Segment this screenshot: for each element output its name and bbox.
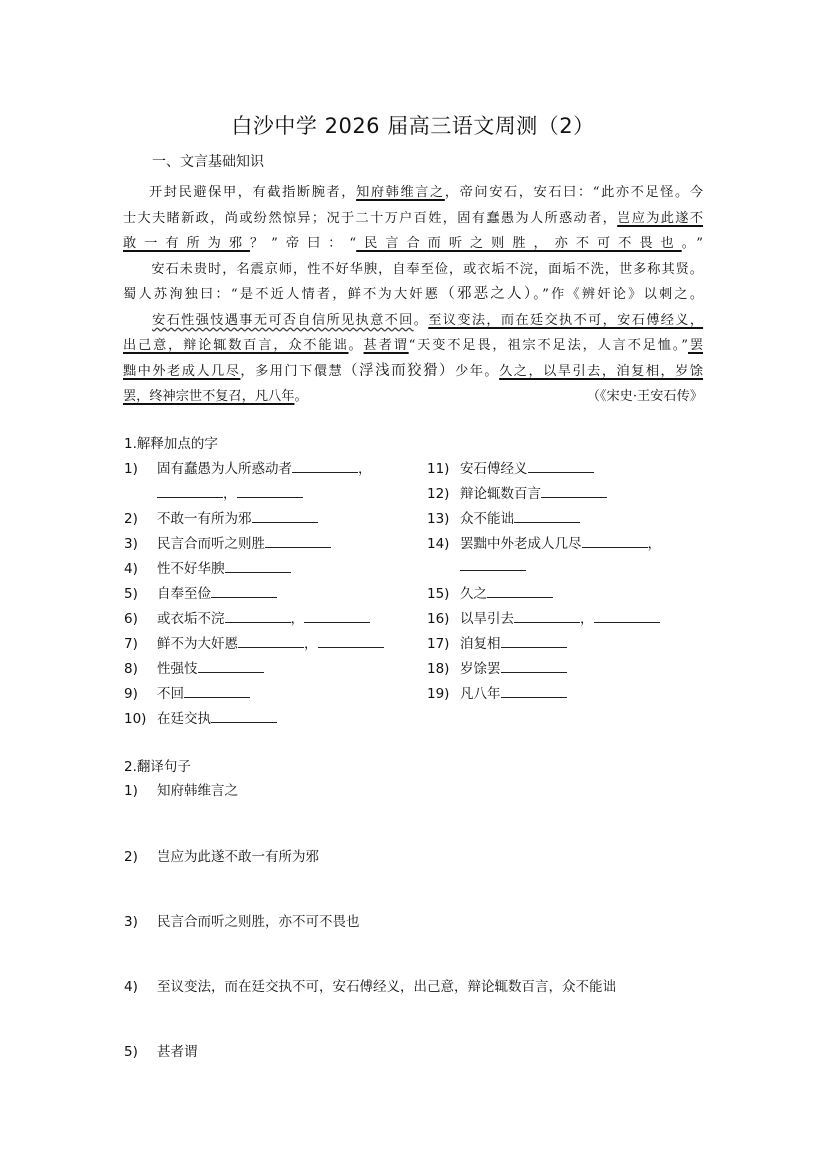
item-text: 罢黜中外老成人几尽 <box>460 536 582 552</box>
q1-item <box>427 632 567 652</box>
item-text: 民言合而听之则胜，亦不可不畏也 <box>157 914 360 930</box>
q1-item <box>427 607 660 627</box>
answer-blank[interactable] <box>237 484 303 498</box>
translation-item <box>124 910 360 930</box>
item-number: 4) <box>124 561 138 577</box>
item-number: 1) <box>124 783 138 799</box>
answer-blank[interactable] <box>238 634 304 648</box>
item-number: 10) <box>124 711 147 727</box>
passage-text: 。” <box>681 236 704 251</box>
page-title: 白沙中学 2026 届高三语文周测（2） <box>231 114 595 138</box>
answer-blank[interactable] <box>501 659 567 673</box>
underlined-phrase: 久之，以旱引去，洎复相，岁馀 <box>499 363 704 379</box>
item-text: 岂应为此遂不敢一有所为邪 <box>157 849 319 865</box>
item-text: 或衣垢不浣 <box>157 611 225 627</box>
item-text: 众不能诎 <box>460 511 514 527</box>
item-number: 2) <box>124 849 138 865</box>
q1-item <box>124 532 331 552</box>
item-text: 固有蠢愚为人所惑动者 <box>157 461 292 477</box>
item-text: 岁馀罢 <box>460 661 501 677</box>
translation-item <box>124 845 319 865</box>
underlined-phrase: 知府韩维言之 <box>356 185 445 200</box>
item-number: 3) <box>124 536 138 552</box>
answer-blank[interactable] <box>514 509 580 523</box>
answer-blank[interactable] <box>528 459 594 473</box>
item-number: 9) <box>124 686 138 702</box>
translation-item <box>124 1040 198 1060</box>
item-text: 凡八年 <box>460 686 501 702</box>
passage-text: ？”帝曰：“ <box>250 236 357 251</box>
item-number: 5) <box>124 586 138 602</box>
underlined-phrase: 出己意，辩论辄数百言，众不能诎 <box>123 338 349 353</box>
answer-blank[interactable] <box>304 609 370 623</box>
item-number: 19) <box>427 686 450 702</box>
item-number: 2) <box>124 511 138 527</box>
q1-item <box>427 582 553 602</box>
translation-item <box>124 975 616 995</box>
comma: ， <box>647 536 661 552</box>
item-number: 8) <box>124 661 138 677</box>
passage-line <box>123 206 703 232</box>
answer-blank[interactable] <box>184 684 250 698</box>
question-1-heading: 1.解释加点的字 <box>124 436 218 452</box>
passage-text <box>123 313 152 328</box>
q1-item <box>124 457 372 477</box>
gloss-note: （邪恶之人） <box>440 286 534 302</box>
item-text: 辩论辄数百言 <box>460 486 541 502</box>
passage-line <box>123 384 703 410</box>
q1-item <box>427 482 607 502</box>
item-text: 性不好华腴 <box>157 561 225 577</box>
passage-text: ，多用门下儇慧 <box>240 363 344 379</box>
q1-item-continuation <box>460 557 526 575</box>
underlined-phrase: 敢一有所为邪 <box>123 236 251 251</box>
item-number: 3) <box>124 914 138 930</box>
answer-blank[interactable] <box>318 634 384 648</box>
answer-blank[interactable] <box>225 559 291 573</box>
passage-line <box>123 180 703 206</box>
q1-item <box>124 632 384 652</box>
answer-blank[interactable] <box>501 634 567 648</box>
answer-blank[interactable] <box>198 659 264 673</box>
item-text: 民言合而听之则胜 <box>157 536 265 552</box>
passage-text: 士大夫睹新政，尚或纷然惊异；况于二十万户百姓，固有蠢愚为人所惑动者， <box>123 210 618 226</box>
q1-item <box>427 682 567 702</box>
comma: ， <box>358 461 372 477</box>
item-text: 久之 <box>460 586 487 602</box>
answer-blank[interactable] <box>292 459 358 473</box>
translation-item <box>124 779 238 799</box>
item-number: 12) <box>427 486 450 502</box>
item-number: 15) <box>427 586 450 602</box>
answer-blank[interactable] <box>487 584 553 598</box>
answer-blank[interactable] <box>265 534 331 548</box>
q1-item <box>124 582 277 602</box>
answer-blank[interactable] <box>514 609 580 623</box>
underlined-phrase: 至议变法，而在廷交执不可，安石傅经义， <box>428 312 704 328</box>
q1-item <box>427 532 661 552</box>
answer-blank[interactable] <box>225 609 291 623</box>
item-text: 安石傅经义 <box>460 461 528 477</box>
item-number: 11) <box>427 461 450 477</box>
passage-line <box>123 333 703 359</box>
item-text: 洎复相 <box>460 636 501 652</box>
passage-text: ，帝问安石，安石曰：“此亦不足怪。今 <box>444 185 704 200</box>
answer-blank[interactable] <box>582 534 648 548</box>
item-number: 5) <box>124 1044 138 1060</box>
answer-blank[interactable] <box>541 484 607 498</box>
q1-item-continuation <box>157 482 303 502</box>
q1-item <box>124 607 370 627</box>
item-text: 至议变法，而在廷交执不可，安石傅经义，出己意，辩论辄数百言，众不能诎 <box>157 979 616 995</box>
underlined-phrase: 甚者谓 <box>363 338 409 353</box>
passage-text: 安石未贵时，名震京师，性不好华腴，自奉至俭，或衣垢不浣，面垢不洗，世多称其贤。 <box>123 261 703 277</box>
comma: ， <box>290 611 304 627</box>
answer-blank[interactable] <box>211 584 277 598</box>
passage-text: 。 <box>413 312 429 328</box>
passage-text: 。”作《辨奸论》以刺之。 <box>533 287 704 302</box>
underlined-phrase: 岂应为此遂不 <box>617 210 704 226</box>
item-text: 在廷交执 <box>157 711 211 727</box>
question-2-heading: 2.翻译句子 <box>124 759 191 775</box>
item-text: 自奉至俭 <box>157 586 211 602</box>
q1-item <box>124 682 250 702</box>
answer-blank[interactable] <box>460 557 526 571</box>
passage-line <box>123 231 703 257</box>
passage-line <box>123 257 703 283</box>
q1-item <box>124 507 318 527</box>
item-text: 以旱引去 <box>460 611 514 627</box>
item-number: 16) <box>427 611 450 627</box>
passage-source: （《宋史·王安石传》 <box>586 389 703 404</box>
item-number: 18) <box>427 661 450 677</box>
item-number: 4) <box>124 979 138 995</box>
answer-blank[interactable] <box>594 609 660 623</box>
passage-text: 。 <box>294 389 308 404</box>
passage-text: 。 <box>348 338 364 353</box>
underlined-phrase: 安石性强忮遇事无可否自信所见执意不回 <box>152 312 414 328</box>
underlined-phrase: 民言合而听之则胜，亦不可不畏也 <box>356 236 682 251</box>
q1-item <box>124 657 264 677</box>
gloss-note: （浮浅而狡猾） <box>343 362 456 379</box>
item-text: 性强忮 <box>157 661 198 677</box>
passage-text: “天变不足畏，祖宗不足法，人言不足恤。” <box>408 338 688 353</box>
q1-item <box>427 657 567 677</box>
underlined-phrase: 黜中外老成人几尽 <box>123 363 241 379</box>
item-number: 7) <box>124 636 138 652</box>
underlined-phrase: 罢，终神宗世不复召，凡八年 <box>123 389 295 404</box>
q1-item <box>124 707 277 727</box>
classical-passage <box>123 180 703 410</box>
section-heading: 一、文言基础知识 <box>152 154 264 170</box>
passage-line <box>123 282 703 308</box>
passage-text: 蜀人苏洵独曰：“是不近人情者，鲜不为大奸慝 <box>123 287 441 302</box>
answer-blank[interactable] <box>211 709 277 723</box>
item-number: 1) <box>124 461 138 477</box>
item-text: 不回 <box>157 686 184 702</box>
passage-text: 开封民避保甲，有截指断腕者， <box>149 185 357 200</box>
item-text: 鲜不为大奸慝 <box>157 636 238 652</box>
item-number: 6) <box>124 611 138 627</box>
q1-item <box>124 557 291 577</box>
item-number: 13) <box>427 511 450 527</box>
item-text: 知府韩维言之 <box>157 783 238 799</box>
item-number: 14) <box>427 536 450 552</box>
comma: ， <box>223 486 237 502</box>
underlined-phrase: 罢 <box>687 338 704 353</box>
comma: ， <box>304 636 318 652</box>
item-text: 甚者谓 <box>157 1044 198 1060</box>
item-text: 不敢一有所为邪 <box>157 511 252 527</box>
passage-line <box>123 359 703 385</box>
answer-blank[interactable] <box>157 484 223 498</box>
comma: ， <box>580 611 594 627</box>
passage-text: 少年。 <box>455 363 500 379</box>
answer-blank[interactable] <box>252 509 318 523</box>
q1-item <box>427 507 580 527</box>
passage-line <box>123 308 703 334</box>
answer-blank[interactable] <box>501 684 567 698</box>
q1-item <box>427 457 594 477</box>
item-number: 17) <box>427 636 450 652</box>
